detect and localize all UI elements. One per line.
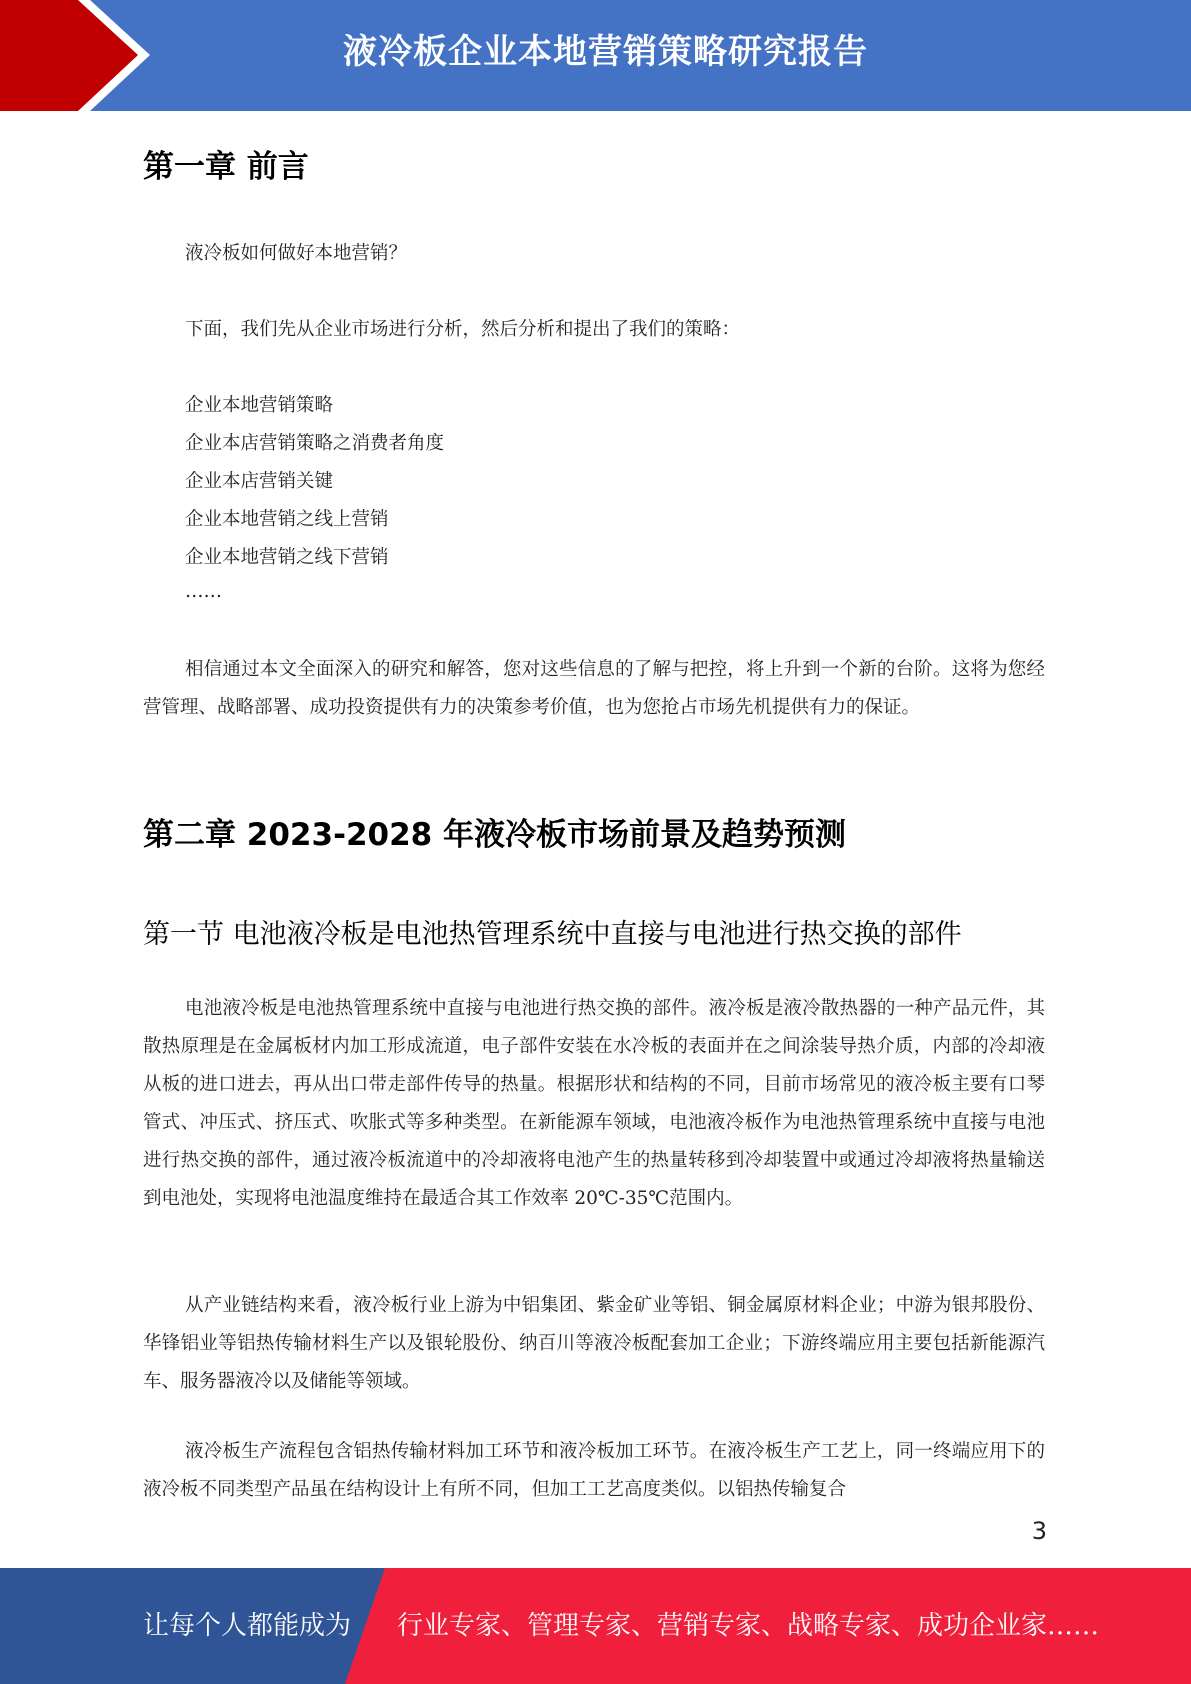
list-item: 企业本店营销策略之消费者角度 [185, 433, 445, 454]
preface-intro: 下面，我们先从企业市场进行分析，然后分析和提出了我们的策略： [185, 319, 741, 340]
list-item: …… [185, 581, 222, 602]
chapter-2-heading: 第二章 2023-2028 年液冷板市场前景及趋势预测 [143, 817, 847, 853]
preface-closing-paragraph: 相信通过本文全面深入的研究和解答，您对这些信息的了解与把控，将上升到一个新的台阶。这将为您经营管理、战略部署、成功投资提供有力的决策参考价值，也为您抢占市场先机提供有力的保证。 [143, 659, 1045, 718]
chapter-1-heading: 第一章 前言 [143, 149, 309, 185]
body-paragraph: 电池液冷板是电池热管理系统中直接与电池进行热交换的部件。液冷板是液冷散热器的一种产品元件，其散热原理是在金属板材内加工形成流道，电子部件安装在水冷板的表面并在之间涂装导热介质，内部的冷却液从板的进口进去，再从出口带走部件传导的热量。根据形状和结构的不同，目前市场常见的液冷板主要有口琴管式、冲压式、挤压式、吹胀式等多种类型。在新能源车领域，电池液冷板作为电池热管理系统中直接与电池进行热交换的部件，通过液冷板流道中的冷却液将电池产生的热量转移到冷却装置中或通过冷却液将热量输送到电池处，实现将电池温度维持在最适合其工作效率 20℃-35℃范围内。 [143, 998, 1045, 1209]
page-header [0, 0, 1191, 111]
page-footer [0, 1568, 1191, 1684]
list-item: 企业本地营销之线下营销 [185, 547, 389, 568]
body-paragraph: 从产业链结构来看，液冷板行业上游为中铝集团、紫金矿业等铝、铜金属原材料企业；中游为银邦股份、华锋铝业等铝热传输材料生产以及银轮股份、纳百川等液冷板配套加工企业；下游终端应用主要包括新能源汽车、服务器液冷以及储能等领域。 [143, 1295, 1045, 1392]
page-number: 3 [1031, 1517, 1047, 1545]
footer-slogan-right: 行业专家、管理专家、营销专家、战略专家、成功企业家…… [397, 1611, 1100, 1641]
footer-slogan-left: 让每个人都能成为 [143, 1611, 352, 1641]
list-item: 企业本地营销之线上营销 [185, 509, 389, 530]
section-1-heading: 第一节 电池液冷板是电池热管理系统中直接与电池进行热交换的部件 [143, 919, 962, 950]
list-item: 企业本店营销关键 [185, 471, 334, 492]
list-item: 企业本地营销策略 [185, 395, 334, 416]
body-paragraph: 液冷板生产流程包含铝热传输材料加工环节和液冷板加工环节。在液冷板生产工艺上，同一终端应用下的液冷板不同类型产品虽在结构设计上有所不同，但加工工艺高度类似。以铝热传输复合 [143, 1441, 1045, 1500]
preface-question: 液冷板如何做好本地营销？ [185, 243, 408, 264]
report-title: 液冷板企业本地营销策略研究报告 [343, 32, 868, 72]
